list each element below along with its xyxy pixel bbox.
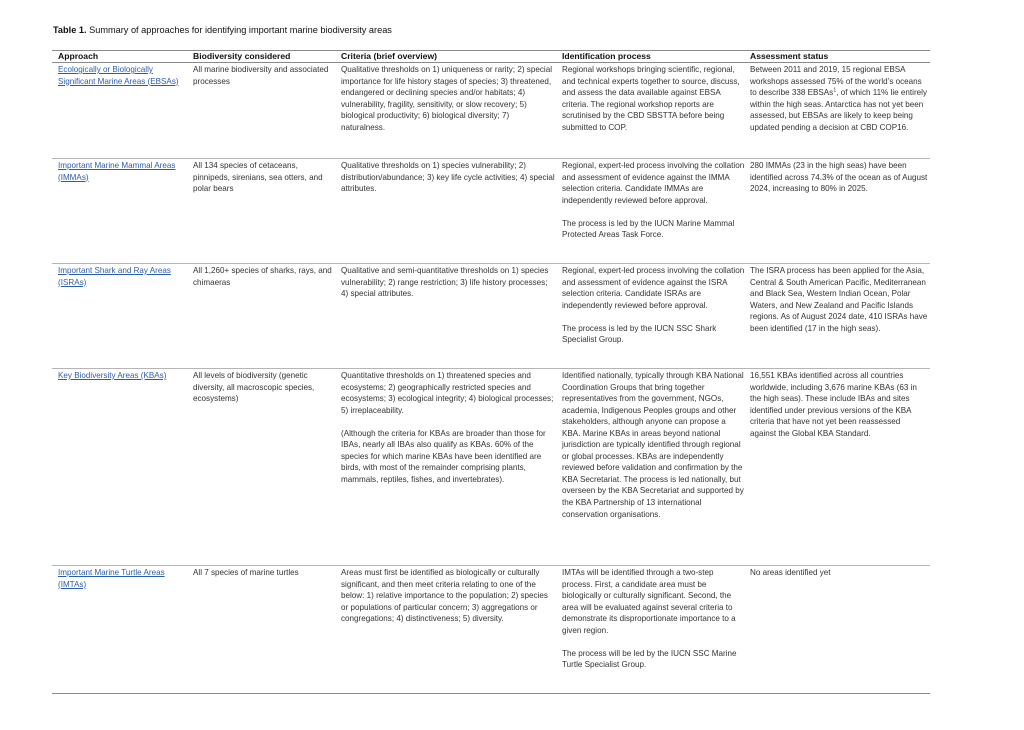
process-text: Regional, expert-led process involving the collation and assessment of evidence against the ISRA selection criteria. Candidate ISRAs are independently reviewed before approval. [562, 266, 745, 310]
process-text: IMTAs will be identified through a two-step process. First, a candidate area must be biologically or culturally significant. Second, the area will be evaluated against several criteria to demonstrate its disproportionate importance to a given region. [562, 568, 736, 635]
criteria-text: Areas must first be identified as biologically or culturally significant, and then meet criteria relating to one of the below: 1) relative importance to the population; 2) species or populations of particular concern; 3) aggregations or congregations; 4) distinctiveness; 5) diversity. [341, 568, 548, 624]
footnote-marker: 1 [833, 87, 837, 94]
table-header-row [52, 51, 930, 63]
criteria-note: (Although the criteria for KBAs are broader than those for IBAs, nearly all IBAs also qualify as KBAs. 60% of the species for which marine KBAs have been identified are birds, with most of the remainder comprising plants, mammals, reptiles, fishes, and invertebrates). [341, 428, 546, 484]
criteria-text: Qualitative and semi-quantitative thresholds on 1) species vulnerability; 2) range restriction; 3) life history processes; 4) special attributes. [341, 266, 549, 299]
table-caption-text: Summary of approaches for identifying important marine biodiversity areas [86, 25, 392, 35]
criteria-cell [341, 160, 555, 195]
approach-link-ebsa[interactable]: Ecologically or Biologically Significant Marine Areas (EBSAs) [58, 65, 179, 86]
biodiversity-cell: All marine biodiversity and associated processes [193, 65, 329, 86]
status-cell: 16,551 KBAs identified across all countries worldwide, including 3,676 marine KBAs (63 in the high seas). These include IBAs and sites identified under previous versions of the KBA criteria that have not yet been reassessed against the Global KBA Standard. [750, 371, 917, 438]
approaches-table [52, 50, 930, 694]
process-lead-text: The process is led by the IUCN SSC Shark Specialist Group. [562, 323, 717, 345]
biodiversity-cell: All 134 species of cetaceans, pinnipeds, sirenians, sea otters, and polar bears [193, 161, 323, 194]
header-criteria: Criteria (brief overview) [341, 51, 437, 61]
status-cell: 280 IMMAs (23 in the high seas) have been identified across 74.3% of the ocean as of August 2024, increasing to 80% in 2025. [750, 161, 928, 194]
biodiversity-cell: All 1,260+ species of sharks, rays, and chimaeras [193, 266, 332, 287]
status-cell: The ISRA process has been applied for the Asia, Central & South American Pacific, Mediterranean and Black Sea, Western Indian Ocean, Polar Waters, and New Zealand and Pacific Islands regions. As of August 2024 date, 410 ISRAs have been identified (17 in the high seas). [750, 266, 928, 333]
criteria-cell [341, 370, 555, 485]
status-text: Between 2011 and 2019, 15 regional EBSA workshops assessed 75% of the world’s oceans to describe 338 EBSAs [750, 65, 922, 98]
status-cell [750, 64, 928, 133]
biodiversity-cell: All 7 species of marine turtles [193, 568, 299, 577]
biodiversity-cell: All levels of biodiversity (genetic diversity, all macroscopic species, ecosystems) [193, 371, 315, 404]
process-text: Regional workshops bringing scientific, regional, and technical experts together to source, discuss, and assess the data available against EBSA criteria. The regional workshop reports are scrutinised by the CBD SBSTTA before being submitted to COP. [562, 65, 740, 132]
table-row [52, 566, 930, 694]
process-cell [562, 64, 746, 133]
status-text-cont: , of which 11% lie entirely within the high seas. Antarctica has not yet been assessed, but EBSAs are likely to keep being updated pending a decision at CBD COP16. [750, 88, 928, 132]
criteria-text: Quantitative thresholds on 1) threatened species and ecosystems; 2) geographically restricted species and ecosystems; 3) ecological integrity; 4) biological processes; 5) irreplaceability. [341, 371, 554, 415]
process-cell [562, 160, 746, 241]
criteria-text: Qualitative thresholds on 1) uniqueness or rarity; 2) special importance for life history stages of species; 3) threatened, endangered or declining species and/or habitats; 4) vulnerability, fragility, sensitivity, or slow recovery; 5) biological productivity; 6) biological diversity; 7) naturalness. [341, 65, 552, 132]
table-row [52, 63, 930, 159]
header-process: Identification process [562, 51, 651, 61]
approach-link-imta[interactable]: Important Marine Turtle Areas (IMTAs) [58, 568, 165, 589]
process-lead-text: The process will be led by the IUCN SSC Marine Turtle Specialist Group. [562, 648, 737, 670]
approach-link-isra[interactable]: Important Shark and Ray Areas (ISRAs) [58, 266, 171, 287]
criteria-cell [341, 567, 555, 625]
approach-link-kba[interactable]: Key Biodiversity Areas (KBAs) [58, 371, 167, 380]
process-text: Regional, expert-led process involving the collation and assessment of evidence against the IMMA selection criteria. Candidate IMMAs are independently reviewed before approval. [562, 161, 745, 205]
process-text: Identified nationally, typically through KBA National Coordination Groups that bring together representatives from the government, NGOs, academia, Indigenous Peoples groups and other stakeholders, although anyone can propose a KBA. Marine KBAs in areas beyond national jurisdiction are typically identified through regional or global processes. KBAs are independently reviewed before validation and confirmation by the KBA Secretariat. The process is led nationally, but overseen by the KBA Secretariat and supported by the KBA Partnership of 13 international conservation organisations. [562, 371, 744, 519]
status-cell: No areas identified yet [750, 568, 831, 577]
table-caption-label: Table 1. [53, 25, 87, 35]
header-biodiversity: Biodiversity considered [193, 51, 291, 61]
process-cell [562, 265, 746, 346]
header-approach: Approach [58, 51, 99, 61]
table-row [52, 369, 930, 566]
table-row [52, 264, 930, 369]
process-lead-text: The process is led by the IUCN Marine Mammal Protected Areas Task Force. [562, 218, 735, 240]
table-row [52, 159, 930, 264]
criteria-cell [341, 265, 555, 300]
process-cell [562, 370, 746, 520]
criteria-text: Qualitative thresholds on 1) species vulnerability; 2) distribution/abundance; 3) key life cycle activities; 4) special attributes. [341, 161, 555, 194]
process-cell [562, 567, 746, 671]
table-caption [53, 25, 392, 35]
approach-link-imma[interactable]: Important Marine Mammal Areas (IMMAs) [58, 161, 176, 182]
header-status: Assessment status [750, 51, 829, 61]
criteria-cell [341, 64, 555, 133]
